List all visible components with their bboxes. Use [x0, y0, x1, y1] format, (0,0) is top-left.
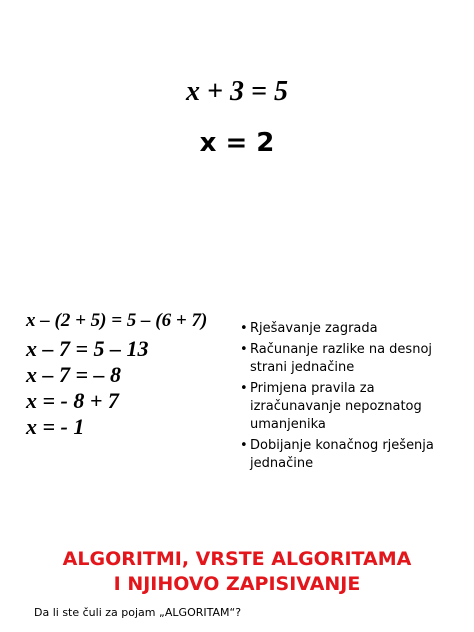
- step-2: x – 7 = 5 – 13: [26, 336, 149, 361]
- title-line-2: I NJIHOVO ZAPISIVANJE: [113, 573, 361, 595]
- list-item: • Računanje razlike na desnoj strani jednačine: [240, 341, 455, 377]
- slide-title: [0, 530, 474, 632]
- step-4: x = - 8 + 7: [26, 388, 119, 413]
- equation-text: x + 3 = 5: [186, 76, 288, 107]
- step-1: x – (2 + 5) = 5 – (6 + 7): [26, 310, 208, 331]
- solution-steps: [26, 308, 207, 440]
- page-title: [0, 547, 474, 597]
- step-3: x – 7 = – 8: [26, 362, 122, 387]
- step-5: x = - 1: [26, 414, 85, 439]
- slide-equation: [0, 0, 474, 210]
- title-line-1: ALGORITMI, VRSTE ALGORITAMA: [62, 548, 412, 570]
- slide-solution-steps: [0, 270, 474, 520]
- explanation-list: [240, 320, 455, 476]
- list-item: • Primjena pravila za izračunavanje nepoznatog umanjenika: [240, 380, 455, 434]
- list-item: • Rješavanje zagrada: [240, 320, 455, 338]
- question-text: Da li ste čuli za pojam „ALGORITAM“?: [34, 606, 242, 619]
- list-item: • Dobijanje konačnog rješenja jednačine: [240, 437, 455, 473]
- equation-result: x = 2: [199, 128, 275, 158]
